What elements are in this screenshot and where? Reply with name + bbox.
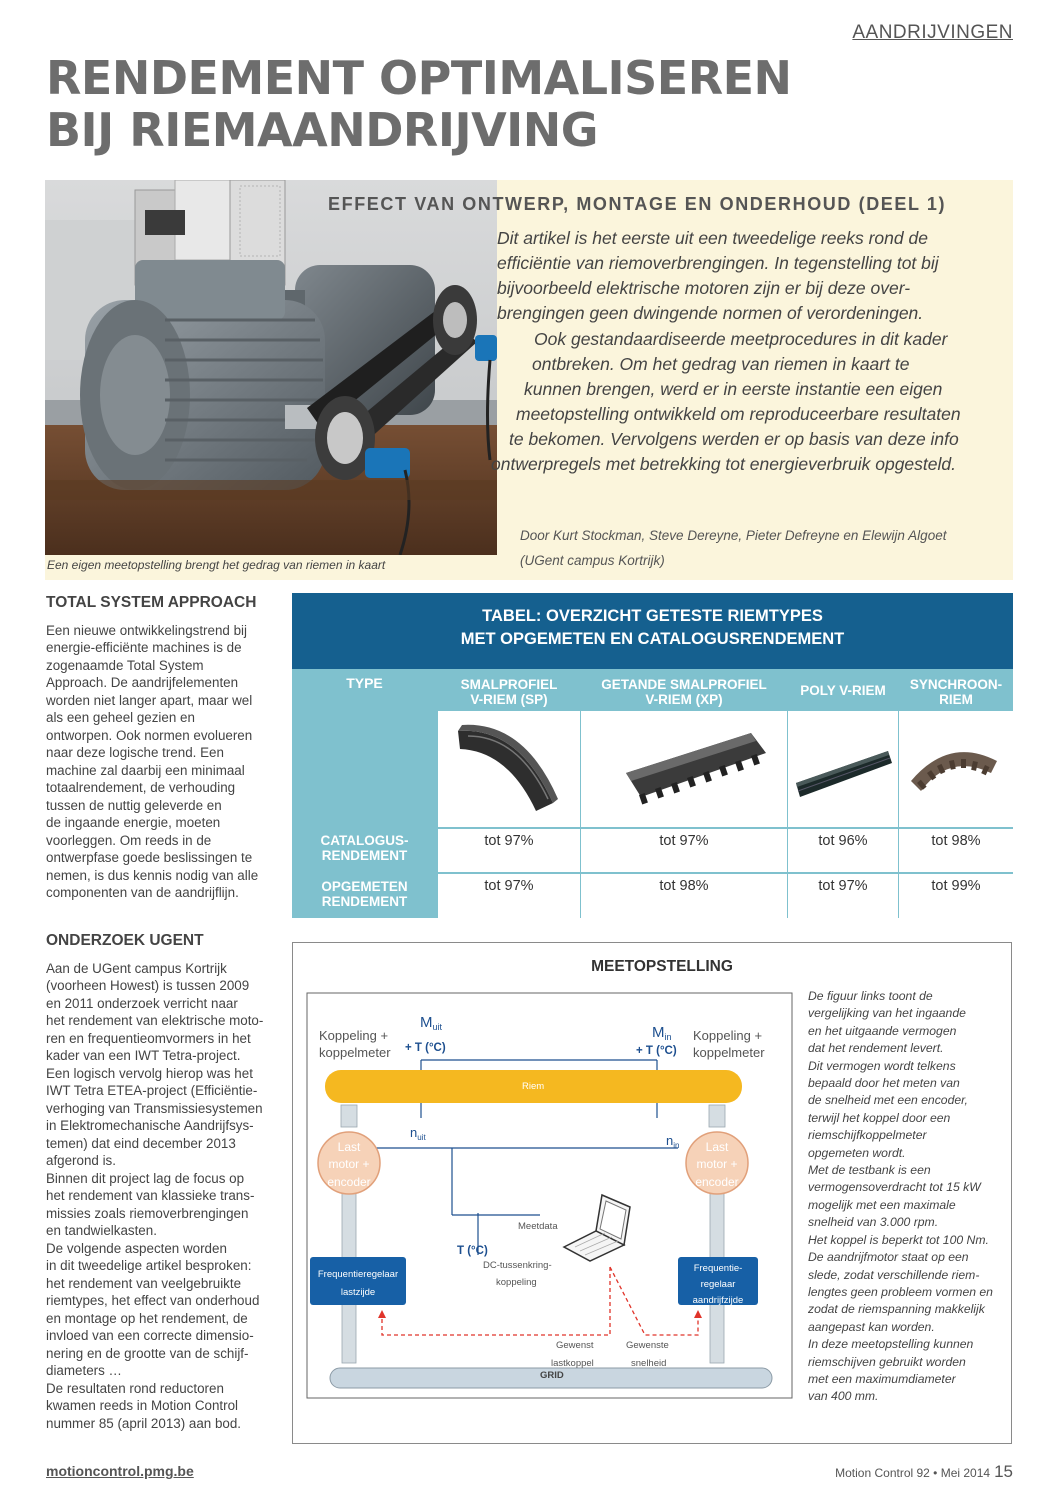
description-line: slede, zodat verschillende riem- [808, 1267, 980, 1282]
description-line: zodat de riemspanning makkelijk [808, 1302, 985, 1317]
intro-line: kunnen brengen, werd er in eerste instantie een eigen [524, 379, 943, 399]
intro-line: brengingen geen dwingende normen of verordeningen. [497, 303, 924, 323]
sp-vbelt-icon [438, 711, 580, 827]
dc-temp-label: T (°C) [457, 1245, 488, 1257]
intro-line: ontbreken. Om het gedrag van riemen in kaart te [532, 354, 910, 374]
row-label-line: OPGEMETEN [321, 879, 408, 894]
vfd-left-label: lastzijde [340, 1287, 376, 1298]
authors-affiliation: (UGent campus Kortrijk) [520, 553, 665, 568]
description-line: dat het rendement levert. [808, 1041, 944, 1056]
intro-line: efficiëntie van riemoverbrengingen. In tegenstelling tot bij [497, 253, 939, 273]
temp-out-label: + T (°C) [405, 1042, 446, 1054]
vfd-right-label: Frequentie- [693, 1263, 743, 1274]
description-line: opgemeten wordt. [808, 1145, 906, 1160]
header-line: V-RIEM (SP) [470, 692, 548, 707]
intro-line: meetopstelling ontwikkeld om reproduceerbare resultaten [516, 404, 961, 424]
drive-motor-label: encoder [695, 1175, 739, 1189]
table-value: tot 99% [931, 878, 981, 894]
body-line: en 2011 onderzoek verricht naar [46, 995, 238, 1011]
measurement-setup-diagram [300, 985, 800, 1435]
laptop-icon [564, 1195, 630, 1261]
body-line: als een geheel gezien en [46, 710, 195, 725]
description-line: vergelijking van het ingaande [808, 1006, 966, 1021]
table-value: tot 97% [484, 878, 534, 894]
table-image-row-label [292, 710, 437, 828]
description-line: Dit vermogen wordt telkens [808, 1058, 956, 1073]
header-line: SYNCHROON- [909, 677, 1003, 692]
body-line: energie-efficiënte machines is de [46, 640, 242, 655]
drive-motor-label: Last [705, 1140, 729, 1154]
body-line: en tandwielkasten. [46, 1223, 157, 1238]
body-line: riemtypes, het effect van onderhoud [46, 1293, 260, 1308]
belt-label: Riem [522, 1081, 545, 1092]
belt-image-cell [581, 711, 787, 827]
description-line: aangepast kan worden. [808, 1319, 935, 1334]
speed-out-label: $n_{uit}$ [410, 1125, 426, 1142]
intro-line: Ook gestandaardiseerde meetprocedures in dit kader [534, 329, 948, 349]
table-header-type: TYPE [346, 675, 383, 691]
description-line: met een maximumdiameter [808, 1371, 956, 1386]
body-line: (voorheen Howest) is tussen 2009 [46, 978, 250, 993]
left-coupling-label: Koppeling + [319, 1028, 389, 1043]
row-label-opgemeten [292, 879, 437, 909]
arrow-icon [694, 1310, 702, 1318]
body-line: De volgende aspecten worden [46, 1240, 227, 1256]
header-line: GETANDE SMALPROFIEL [601, 677, 767, 692]
test-bench-illustration [45, 180, 497, 555]
body-line: kader van een IWT Tetra-project. [46, 1048, 241, 1063]
body-line: diameters … [46, 1363, 122, 1378]
table-value: tot 97% [659, 833, 709, 849]
section-label: AANDRIJVINGEN [852, 22, 1013, 43]
body-line: voorleggen. Om reeds in de [46, 832, 212, 848]
section-heading: ONDERZOEK UGENT [46, 932, 204, 949]
body-line: machine zal daarbij een minimaal [46, 762, 245, 778]
row-label-line: RENDEMENT [321, 894, 408, 909]
description-line: De figuur links toont de [808, 989, 933, 1003]
body-line: tussen de nuttig geleverde en [46, 797, 222, 813]
body-line: zogenaamde Total System [46, 657, 204, 673]
table-header-polyv [788, 683, 898, 698]
vfd-left-label: Frequentieregelaar [317, 1269, 399, 1280]
body-line: ren en frequentieomvormers in het [46, 1030, 251, 1046]
right-coupling-label: Koppeling + [693, 1028, 763, 1043]
setpoint-speed-label: snelheid [631, 1358, 667, 1369]
table-header-xp [581, 677, 787, 707]
drive-motor-label: motor + [696, 1157, 738, 1171]
table-value: tot 97% [484, 833, 534, 849]
arrow-icon [378, 1310, 386, 1318]
torque-out-label: $M_{uit}$ [420, 1014, 443, 1032]
table-value: tot 98% [659, 878, 709, 894]
body-line: verhoging van Transmissiesystemen [46, 1100, 263, 1116]
table-header-sp [438, 677, 580, 707]
description-line: snelheid van 3.000 rpm. [808, 1215, 939, 1230]
body-line: het rendement van veelgebruikte [46, 1275, 242, 1291]
description-line: de snelheid met een encoder, [808, 1093, 968, 1108]
body-line: missies zoals riemoverbrengingen [46, 1205, 249, 1221]
issue-label: Motion Control 92 • Mei 2014 [835, 1466, 991, 1480]
description-line: vermogensoverdracht tot 15 kW [808, 1180, 981, 1195]
table-header-sync [899, 677, 1013, 707]
belt-image-cell [788, 711, 898, 827]
body-line: ontworpen. Ook normen evolueren [46, 727, 253, 743]
body-line: worden niet langer apart, maar wel [46, 692, 253, 708]
description-line: Met de testbank is een [808, 1163, 931, 1178]
vfd-right-label: aandrijfzijde [692, 1295, 744, 1306]
website-link[interactable]: motioncontrol.pmg.be [46, 1463, 194, 1479]
load-motor-label: Last [337, 1140, 361, 1154]
section-total-system [46, 594, 268, 902]
description-line: riemschijfkoppelmeter [808, 1128, 927, 1143]
diagram-description [808, 988, 1008, 1406]
body-line: afgerond is. [46, 1153, 116, 1168]
table-title [292, 593, 1013, 669]
right-coupling-label: koppelmeter [693, 1045, 765, 1060]
body-line: in Elektromechanische Aandrijfsys- [46, 1118, 254, 1133]
left-coupling-label: koppelmeter [319, 1045, 391, 1060]
header-line: RIEM [939, 692, 973, 707]
body-line: de ingaande energie, moeten [46, 815, 221, 830]
title-line-2: BIJ RIEMAANDRIJVING [46, 103, 599, 157]
table-title-line-1: TABEL: OVERZICHT GETESTE RIEMTYPES [482, 607, 823, 625]
belt-image-cell [899, 711, 1013, 827]
header-line: POLY V-RIEM [800, 683, 886, 698]
section-heading: TOTAL SYSTEM APPROACH [46, 594, 257, 611]
table-value: tot 98% [931, 833, 981, 849]
body-line: ontwerpfase goede beslissingen te [46, 850, 253, 865]
table-value: tot 97% [818, 878, 868, 894]
article-subtitle: EFFECT VAN ONTWERP, MONTAGE EN ONDERHOUD (DEEL 1) [328, 194, 947, 214]
poly-vbelt-icon [788, 711, 898, 827]
setpoint-load-label: lastkoppel [551, 1358, 594, 1369]
photo-caption: Een eigen meetopstelling brengt het gedrag van riemen in kaart [47, 558, 386, 572]
body-line: nemen, is dus kennis nodig van alle [46, 867, 259, 883]
body-line: Een nieuwe ontwikkelingstrend bij [46, 622, 247, 638]
body-line: naar deze logische trend. Een [46, 745, 224, 760]
description-line: Het koppel is beperkt tot 100 Nm. [808, 1232, 989, 1247]
body-line: in dit tweedelige artikel besproken: [46, 1258, 252, 1273]
body-line: kwamen reeds in Motion Control [46, 1398, 239, 1413]
body-line: Approach. De aandrijfelementen [46, 675, 239, 690]
test-bench-photo [45, 180, 497, 555]
torque-in-label: $M_{in}$ [652, 1024, 672, 1042]
diagram-title: MEETOPSTELLING [591, 958, 733, 975]
body-line: invloed van een correcte dimensio- [46, 1328, 254, 1343]
description-line: en het uitgaande vermogen [808, 1023, 957, 1038]
row-label-line: RENDEMENT [321, 848, 408, 863]
body-line: Aan de UGent campus Kortrijk [46, 960, 227, 976]
section-onderzoek [46, 932, 268, 1432]
table-title-line-2: MET OPGEMETEN EN CATALOGUSRENDEMENT [460, 630, 845, 648]
table-value: tot 96% [818, 833, 868, 849]
speed-in-label: $n_{in}$ [666, 1133, 680, 1150]
issue-info [835, 1462, 1013, 1482]
row-label-catalogus [292, 833, 437, 863]
header-line: SMALPROFIEL [460, 677, 558, 692]
body-line: componenten van de aandrijflijn. [46, 885, 239, 900]
body-line: het rendement van elektrische moto- [46, 1013, 264, 1028]
setpoint-load-label: Gewenst [556, 1340, 594, 1351]
body-line: nummer 85 (april 2013) aan bod. [46, 1415, 242, 1431]
body-line: het rendement van klassieke trans- [46, 1188, 255, 1203]
temp-in-label: + T (°C) [636, 1045, 677, 1057]
page-number: 15 [994, 1462, 1013, 1481]
intro-line: bijvoorbeeld elektrische motoren zijn er bij deze over- [497, 278, 911, 298]
intro-line: Dit artikel is het eerste uit een tweedelige reeks rond de [497, 228, 928, 248]
belt-image-cell [438, 711, 580, 827]
vfd-right-label: regelaar [700, 1279, 736, 1290]
body-line: temen) dat eind december 2013 [46, 1135, 236, 1151]
dc-link-label: DC-tussenkring- [483, 1260, 552, 1271]
description-line: In deze meetopstelling kunnen [808, 1337, 974, 1352]
row-label-line: CATALOGUS- [320, 833, 409, 848]
load-motor-label: motor + [328, 1157, 370, 1171]
body-line: Binnen dit project lag de focus op [46, 1170, 245, 1186]
meetdata-label: Meetdata [518, 1221, 558, 1232]
body-line: IWT Tetra ETEA-project (Efficiëntie- [46, 1083, 258, 1098]
title-line-1: RENDEMENT OPTIMALISEREN [46, 51, 792, 105]
description-line: riemschijven gebruikt worden [808, 1354, 966, 1369]
description-line: lengtes geen probleem vormen en [808, 1284, 993, 1299]
body-line: en montage op het rendement, de [46, 1310, 248, 1326]
synchronous-belt-icon [899, 711, 1013, 827]
description-line: terwijl het koppel door een [808, 1110, 951, 1125]
authors-line: Door Kurt Stockman, Steve Dereyne, Pieter Defreyne en Elewijn Algoet [520, 528, 947, 543]
intro-line: te bekomen. Vervolgens werden er op basis van deze info [509, 429, 959, 449]
body-line: nering en de grootte van de schijf- [46, 1345, 249, 1361]
body-line: totaalrendement, de verhouding [46, 780, 236, 795]
description-line: bepaald door het meten van [808, 1076, 960, 1091]
intro-line: ontwerpregels met betrekking tot energieverbruik opgesteld. [491, 454, 956, 474]
body-line: De resultaten rond reductoren [46, 1380, 224, 1396]
page-title [46, 52, 946, 156]
description-line: van 400 mm. [808, 1389, 879, 1404]
grid-label: GRID [540, 1370, 564, 1381]
description-line: De aandrijfmotor staat op een [808, 1250, 969, 1265]
body-line: Een logisch vervolg hierop was het [46, 1065, 253, 1081]
description-line: mogelijk met een maximale [808, 1197, 956, 1212]
dc-link-label: koppeling [496, 1277, 537, 1288]
load-motor-label: encoder [327, 1175, 371, 1189]
header-line: V-RIEM (XP) [645, 692, 723, 707]
xp-cogged-belt-icon [581, 711, 787, 827]
setpoint-speed-label: Gewenste [626, 1340, 669, 1351]
